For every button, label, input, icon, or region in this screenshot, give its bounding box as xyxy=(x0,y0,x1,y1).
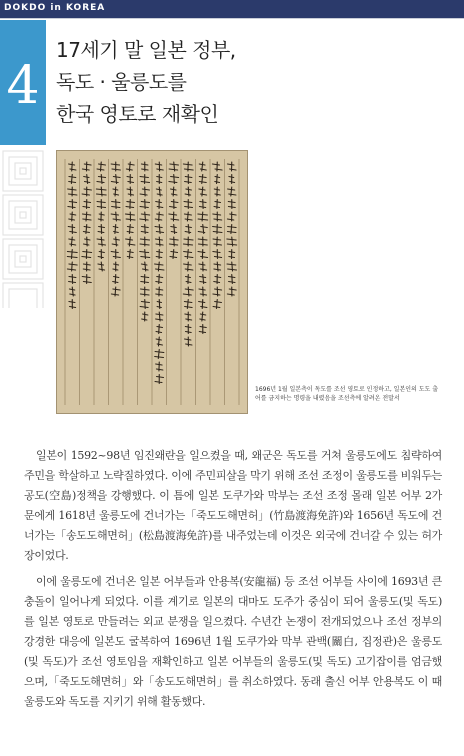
manuscript-glyph xyxy=(98,262,105,271)
manuscript-glyph xyxy=(83,200,91,209)
manuscript-glyph xyxy=(155,350,164,359)
manuscript-glyph xyxy=(200,312,206,321)
manuscript-glyph xyxy=(156,325,162,334)
manuscript-glyph xyxy=(156,250,162,259)
manuscript-glyph xyxy=(97,200,105,209)
manuscript-glyph xyxy=(186,275,191,284)
manuscript-glyph xyxy=(140,300,149,309)
manuscript-glyph xyxy=(142,312,148,321)
manuscript-glyph xyxy=(199,262,207,271)
manuscript-glyph xyxy=(229,175,235,184)
manuscript-glyph xyxy=(227,162,236,171)
manuscript-glyph xyxy=(141,275,149,284)
manuscript-glyph xyxy=(140,175,149,184)
manuscript-glyph xyxy=(141,162,148,171)
manuscript-glyph xyxy=(229,250,235,259)
manuscript-glyph xyxy=(140,212,150,221)
manuscript-glyph xyxy=(200,275,206,284)
manuscript-glyph xyxy=(112,200,120,209)
manuscript-glyph xyxy=(213,212,222,221)
manuscript-glyph xyxy=(199,300,207,309)
manuscript-glyph xyxy=(69,237,76,246)
historical-document-photo xyxy=(56,150,248,414)
manuscript-glyph xyxy=(68,200,77,209)
manuscript-glyph xyxy=(185,312,192,321)
manuscript-glyph xyxy=(84,237,90,246)
manuscript-glyph xyxy=(127,175,133,184)
manuscript-glyph xyxy=(82,162,91,171)
manuscript-glyph xyxy=(141,225,148,234)
manuscript-glyph xyxy=(141,262,148,271)
manuscript-glyph xyxy=(228,187,236,196)
manuscript-glyph xyxy=(171,187,177,196)
manuscript-glyph xyxy=(156,187,162,196)
manuscript-glyph xyxy=(111,175,120,184)
page-title xyxy=(56,34,456,130)
manuscript-glyph xyxy=(214,200,220,209)
manuscript-glyph xyxy=(126,162,134,171)
manuscript-glyph xyxy=(227,225,236,234)
manuscript-glyph xyxy=(111,250,120,259)
manuscript-glyph xyxy=(127,250,133,259)
manuscript-glyph xyxy=(227,212,236,221)
manuscript-glyph xyxy=(140,237,149,246)
decorative-pattern xyxy=(0,148,46,308)
manuscript-glyph xyxy=(169,162,178,171)
manuscript-glyph xyxy=(140,250,150,259)
manuscript-glyph xyxy=(156,337,162,346)
manuscript-glyph xyxy=(198,225,207,234)
article-body xyxy=(24,446,442,712)
manuscript-glyph xyxy=(227,237,237,246)
manuscript-glyph xyxy=(184,250,193,259)
manuscript-glyph xyxy=(214,275,221,284)
manuscript-glyph xyxy=(199,175,206,184)
manuscript-glyph xyxy=(213,300,221,309)
manuscript-glyph xyxy=(229,275,235,284)
manuscript-glyph xyxy=(69,300,76,309)
manuscript-glyph xyxy=(127,225,133,234)
manuscript-glyph xyxy=(198,237,207,246)
manuscript-glyph xyxy=(69,287,75,296)
photo-caption: 1696년 1월 일본측이 독도를 조선 영토로 인정하고, 일본인의 도도 출어를 금지하는 명령을 내렸음을 조선측에 알려온 전말서 xyxy=(255,386,439,402)
manuscript-glyph xyxy=(156,312,163,321)
manuscript-glyph xyxy=(111,162,120,171)
manuscript-glyph xyxy=(82,212,91,221)
manuscript-glyph xyxy=(183,287,193,296)
manuscript-glyph xyxy=(113,187,119,196)
header-bar xyxy=(0,0,464,18)
manuscript-glyph xyxy=(96,187,106,196)
manuscript-glyph xyxy=(213,287,222,296)
manuscript-glyph xyxy=(82,250,92,259)
manuscript-glyph xyxy=(69,162,76,171)
manuscript-glyph xyxy=(198,212,208,221)
manuscript-glyph xyxy=(125,212,135,221)
manuscript-glyph xyxy=(69,175,76,184)
manuscript-glyph xyxy=(169,212,179,221)
manuscript-glyph xyxy=(83,225,90,234)
manuscript-glyph xyxy=(184,212,192,221)
manuscript-glyph xyxy=(199,162,206,171)
manuscript-glyph xyxy=(185,325,191,334)
manuscript-glyph xyxy=(185,187,191,196)
manuscript-glyph xyxy=(68,187,77,196)
manuscript-glyph xyxy=(69,212,76,221)
manuscript-glyph xyxy=(140,287,149,296)
manuscript-glyph xyxy=(183,237,193,246)
title-line-2: 독도 · 울릉도를 xyxy=(56,70,187,94)
manuscript-glyph xyxy=(170,250,178,259)
manuscript-glyph xyxy=(199,200,206,209)
manuscript-glyph xyxy=(97,162,105,171)
manuscript-glyph xyxy=(156,362,163,371)
title-line-1: 17세기 말 일본 정부, xyxy=(56,38,236,62)
manuscript-glyph xyxy=(84,175,90,184)
manuscript-glyph xyxy=(214,262,221,271)
manuscript-glyph xyxy=(199,287,207,296)
title-line-3: 한국 영토로 재확인 xyxy=(56,102,219,126)
manuscript-glyph xyxy=(98,212,104,221)
manuscript-glyph xyxy=(171,225,177,234)
body-paragraph-2: 이에 울릉도에 건너온 일본 어부들과 안용복(安龍福) 등 조선 어부들 사이에 1693년 큰 충돌이 일어나게 되었다. 이를 계기로 일본의 대마도 도주가 중심이 되어 울릉도(및 독도)를 일본 영토로 만들려는 외교 분쟁을 일으켰다. 수년간 논쟁이 전개되었으나 조선 정부의 강경한 대응에 일본도 굴복하여 1696년 1월 도쿠가와 막부 관백(關白, 집정관)은 울릉도(및 독도)가 조선 영토임을 재확인하고 일본 어부들의 울릉도(및 독도) 고기잡이를 엄금했으며,「죽도도해면허」와「송도도해면허」를 취소하였다. 동래 출신 어부 안용복도 이 때 울릉도와 독도를 지키기 위해 활동했다. xyxy=(24,575,442,708)
manuscript-glyph xyxy=(126,200,134,209)
manuscript-glyph xyxy=(126,237,135,246)
manuscript-glyph xyxy=(113,262,119,271)
manuscript-glyph xyxy=(215,175,220,184)
manuscript-glyph xyxy=(170,200,178,209)
manuscript-glyph xyxy=(83,262,90,271)
manuscript-glyph xyxy=(82,275,91,284)
manuscript-glyph xyxy=(111,212,120,221)
manuscript-glyph xyxy=(183,162,193,171)
manuscript-glyph xyxy=(69,275,76,284)
manuscript-glyph xyxy=(227,262,236,271)
manuscript-glyph xyxy=(155,375,163,384)
manuscript-glyph xyxy=(198,250,207,259)
manuscript-glyph xyxy=(169,237,178,246)
manuscript-glyph xyxy=(97,175,106,184)
manuscript-glyph xyxy=(156,275,163,284)
manuscript-glyph xyxy=(111,287,120,296)
manuscript-glyph xyxy=(199,187,207,196)
manuscript-glyph xyxy=(112,237,119,246)
manuscript-glyph xyxy=(140,200,149,209)
manuscript-glyph xyxy=(214,187,220,196)
manuscript-glyph xyxy=(156,287,163,296)
manuscript-glyph xyxy=(185,337,192,346)
manuscript-glyph xyxy=(67,262,77,271)
manuscript-glyph xyxy=(155,162,163,171)
manuscript-glyph xyxy=(98,250,104,259)
manuscript-glyph xyxy=(113,225,118,234)
manuscript-glyph xyxy=(212,162,222,171)
manuscript-glyph xyxy=(155,225,163,234)
manuscript-glyph xyxy=(157,300,161,309)
manuscript-glyph xyxy=(97,237,105,246)
manuscript-glyph xyxy=(213,250,222,259)
manuscript-glyph xyxy=(140,187,149,196)
manuscript-glyph xyxy=(227,287,236,296)
manuscript-glyph xyxy=(155,237,163,246)
manuscript-glyph xyxy=(185,225,191,234)
manuscript-glyph xyxy=(185,175,192,184)
chapter-number: 4 xyxy=(6,56,40,116)
manuscript-glyph xyxy=(156,200,163,209)
manuscript-glyph xyxy=(98,225,104,234)
manuscript-glyph xyxy=(157,175,162,184)
section-label: DOKDO in KOREA xyxy=(4,3,106,13)
manuscript-glyph xyxy=(184,262,193,271)
manuscript-glyph xyxy=(199,325,206,334)
header-divider xyxy=(0,18,464,19)
manuscript-glyph xyxy=(213,225,222,234)
manuscript-glyph xyxy=(155,212,163,221)
manuscript-glyph xyxy=(155,262,164,271)
manuscript-glyph xyxy=(82,187,91,196)
manuscript-glyph xyxy=(68,225,76,234)
manuscript-glyph xyxy=(169,175,179,184)
body-paragraph-1: 일본이 1592~98년 임진왜란을 일으켰을 때, 왜군은 독도를 거쳐 울릉도에도 침략하여 주민을 학살하고 노략질하였다. 이에 주민피살을 막기 위해 조선 조정이 울릉도를 비워두는 공도(空島)정책을 강행했다. 이 틈에 일본 도쿠가와 막부는 조선 조정 몰래 일본 어부 2가문에게 1618년 울릉도에 건너가는「죽도도해면허」(竹島渡海免許)와 1656년 독도에 건너가는「송도도해면허」(松島渡海免許)를 내주었는데 이것은 외국에 건너갈 수 있는 허가장이었다. xyxy=(24,449,442,562)
manuscript-glyph xyxy=(228,200,235,209)
manuscript-glyph xyxy=(213,237,221,246)
manuscript-glyph xyxy=(127,187,133,196)
manuscript-glyph xyxy=(184,300,192,309)
manuscript-glyph xyxy=(113,275,119,284)
manuscript-glyph xyxy=(184,200,192,209)
manuscript-glyph xyxy=(67,250,77,259)
